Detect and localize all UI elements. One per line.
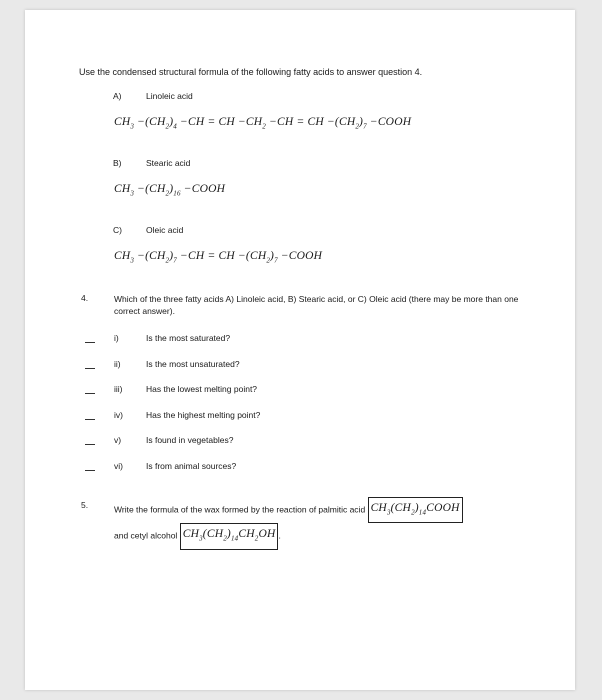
worksheet-page — [25, 10, 575, 690]
question-4-item-text: Has the lowest melting point? — [146, 384, 258, 394]
answer-blank[interactable] — [85, 470, 95, 471]
acid-c-formula: $CH_3 -(CH_2)_7 -CH$ = CH $-(CH_2)_7$ −COOH — [114, 250, 323, 265]
question-4-item-text: Has the highest melting point? — [146, 409, 261, 420]
question-5-text-after: . — [278, 530, 281, 541]
acid-c-label: C) — [113, 225, 122, 235]
acid-b-formula: $CH_3 -(CH_2)_{16}$ −COOH — [114, 183, 226, 198]
answer-blank[interactable] — [85, 444, 95, 445]
acid-a-formula: $CH_3 -(CH_2)_4 -CH$ = CH $-CH_2 -CH$ = CH $-(CH_2)_7$ −COOH — [114, 116, 412, 131]
answer-blank[interactable] — [85, 393, 95, 394]
question-4-text: Which of the three fatty acids A) Linoleic acid, B) Stearic acid, or C) Oleic acid (there may be more than one correct answer). — [114, 294, 519, 316]
question-4-item-roman: i) — [114, 333, 119, 343]
question-4-item-text: Is from animal sources? — [146, 460, 237, 471]
question-5-text — [114, 497, 554, 550]
question-4-number: 4. — [81, 293, 89, 303]
question-4-item-text: Is the most unsaturated? — [146, 358, 240, 369]
question-4-item-text: Is found in vegetables? — [146, 435, 234, 445]
answer-blank[interactable] — [85, 342, 95, 343]
question-4-item-text: Is the most saturated? — [146, 333, 231, 343]
palmitic-acid-formula: $CH_3(CH_2)_{14}COOH$ — [368, 497, 463, 523]
question-5-text-middle: and cetyl alcohol — [114, 530, 178, 541]
question-4-item-roman: ii) — [114, 358, 121, 369]
answer-blank[interactable] — [85, 368, 95, 369]
question-5-number: 5. — [81, 500, 89, 510]
acid-a-name: Linoleic acid — [146, 91, 193, 101]
question-5-text-before: Write the formula of the wax formed by the reaction of palmitic acid — [114, 504, 366, 515]
instruction-text: Use the condensed structural formula of the following fatty acids to answer question 4. — [79, 67, 423, 77]
acid-a-label: A) — [113, 91, 122, 101]
answer-blank[interactable] — [85, 419, 95, 420]
acid-c-name: Oleic acid — [146, 225, 184, 235]
question-4-item-roman: vi) — [114, 460, 123, 471]
cetyl-alcohol-formula: $CH_3(CH_2)_{14}CH_2OH$ — [180, 523, 279, 549]
question-4-item-roman: v) — [114, 435, 122, 445]
acid-b-name: Stearic acid — [146, 158, 191, 168]
acid-b-label: B) — [113, 158, 122, 168]
question-4-item-roman: iii) — [114, 384, 123, 394]
question-4-item-roman: iv) — [114, 409, 123, 420]
